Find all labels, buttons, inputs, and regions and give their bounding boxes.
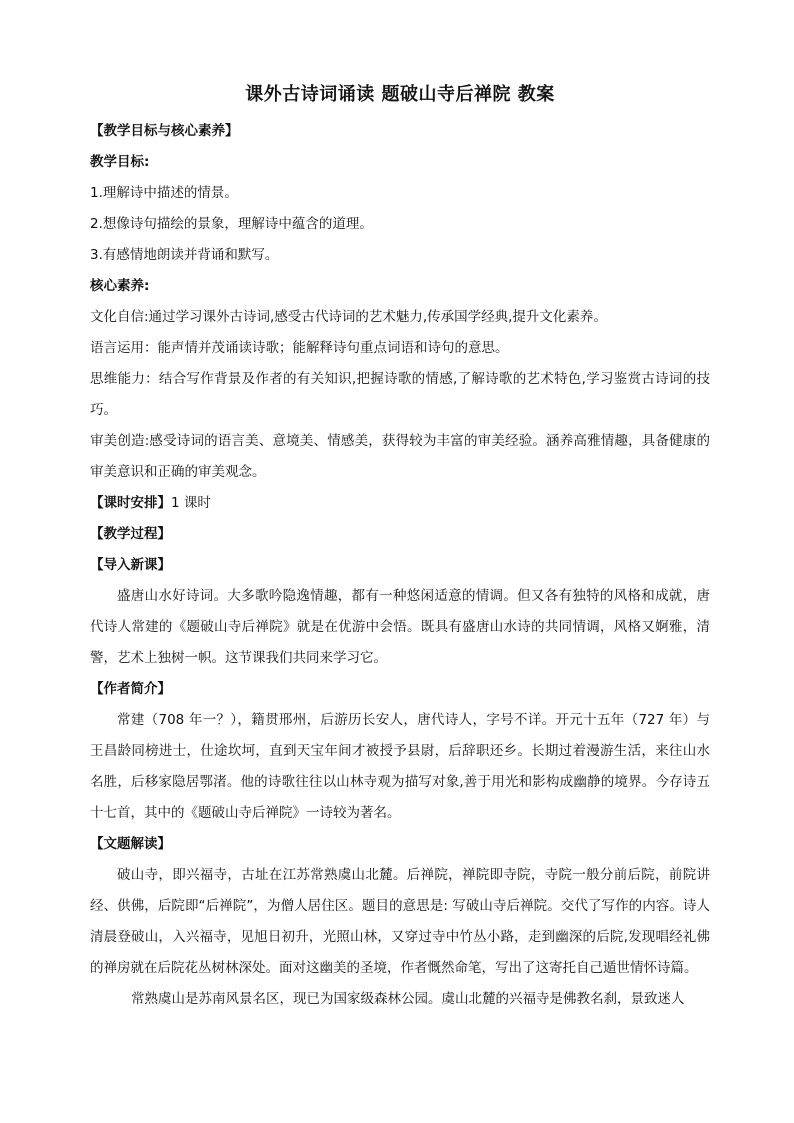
section-header-intro: 【导入新课】 bbox=[90, 557, 171, 573]
section-header-goals: 【教学目标与核心素养】 bbox=[90, 123, 239, 139]
document-page bbox=[90, 80, 710, 1015]
core-item-1: 文化自信:通过学习课外古诗词,感受古代诗词的艺术魅力,传承国学经典,提升文化素养。 bbox=[90, 309, 607, 325]
goals-label: 教学目标: bbox=[90, 154, 150, 170]
section-header-topic: 【文题解读】 bbox=[90, 836, 171, 852]
goal-item-2: 2.想像诗句描绘的景象，理解诗中蕴含的道理。 bbox=[90, 216, 373, 232]
author-paragraph: 常建（708 年一？），籍贯邢州，后游历长安人，唐代诗人，字号不详。开元十五年（727 年）与王昌龄同榜进士，仕途坎坷，直到天宝年间才被授予县尉，后辞职还乡。长期过着漫游生活，来往山水名胜，后移家隐居鄂渚。他的诗歌往往以山林寺观为描写对象,善于用光和影构成幽静的境界。今存诗五十七首，其中的《题破山寺后禅院》一诗较为著名。 bbox=[90, 712, 710, 821]
schedule-line bbox=[90, 488, 710, 519]
goal-item-3: 3.有感情地朗读并背诵和默写。 bbox=[90, 247, 279, 263]
core-item-3: 思维能力：结合写作背景及作者的有关知识,把握诗歌的情感,了解诗歌的艺术特色,学习鉴赏古诗词的技巧。 bbox=[90, 371, 710, 418]
goal-item-1: 1.理解诗中描述的情景。 bbox=[90, 185, 238, 201]
topic-paragraph: 破山寺，即兴福寺，古址在江苏常熟虞山北麓。后禅院，禅院即寺院，寺院一般分前后院，前院讲经、供佛，后院即“后禅院”，为僧人居住区。题目的意思是: 写破山寺后禅院。交代了写作的内容。诗人清晨登破山，入兴福寺，见旭日初升，光照山林，又穿过寺中竹丛小路，走到幽深的后院,发现唱经礼佛的禅房就在后院花丛树林深处。面对这幽美的圣境，作者慨然命笔，写出了这寄托自己遁世情怀诗篇。 bbox=[90, 867, 710, 976]
section-header-author: 【作者简介】 bbox=[90, 681, 171, 697]
schedule-value: 1 课时 bbox=[171, 495, 211, 511]
document-title: 课外古诗词诵读 题破山寺后禅院 教案 bbox=[245, 84, 555, 105]
core-item-4: 审美创造:感受诗词的语言美、意境美、情感美，获得较为丰富的审美经验。涵养高雅情趣，具备健康的审美意识和正确的审美观念。 bbox=[90, 433, 710, 480]
core-label: 核心素养: bbox=[90, 278, 150, 294]
tail-paragraph: 常熟虞山是苏南风景名区，现已为国家级森林公园。虞山北麓的兴福寺是佛教名刹，景致迷人 bbox=[131, 991, 685, 1007]
section-header-process: 【教学过程】 bbox=[90, 526, 171, 542]
intro-paragraph: 盛唐山水好诗词。大多歌吟隐逸情趣，都有一种悠闲适意的情调。但又各有独特的风格和成就，唐代诗人常建的《题破山寺后禅院》就是在优游中会悟。既具有盛唐山水诗的共同情调，风格又婀雅，清警，艺术上独树一帜。这节课我们共同来学习它。 bbox=[90, 588, 710, 666]
core-item-2: 语言运用：能声情并茂诵读诗歌；能解释诗句重点词语和诗句的意思。 bbox=[90, 340, 509, 356]
section-header-schedule: 【课时安排】 bbox=[90, 495, 171, 511]
